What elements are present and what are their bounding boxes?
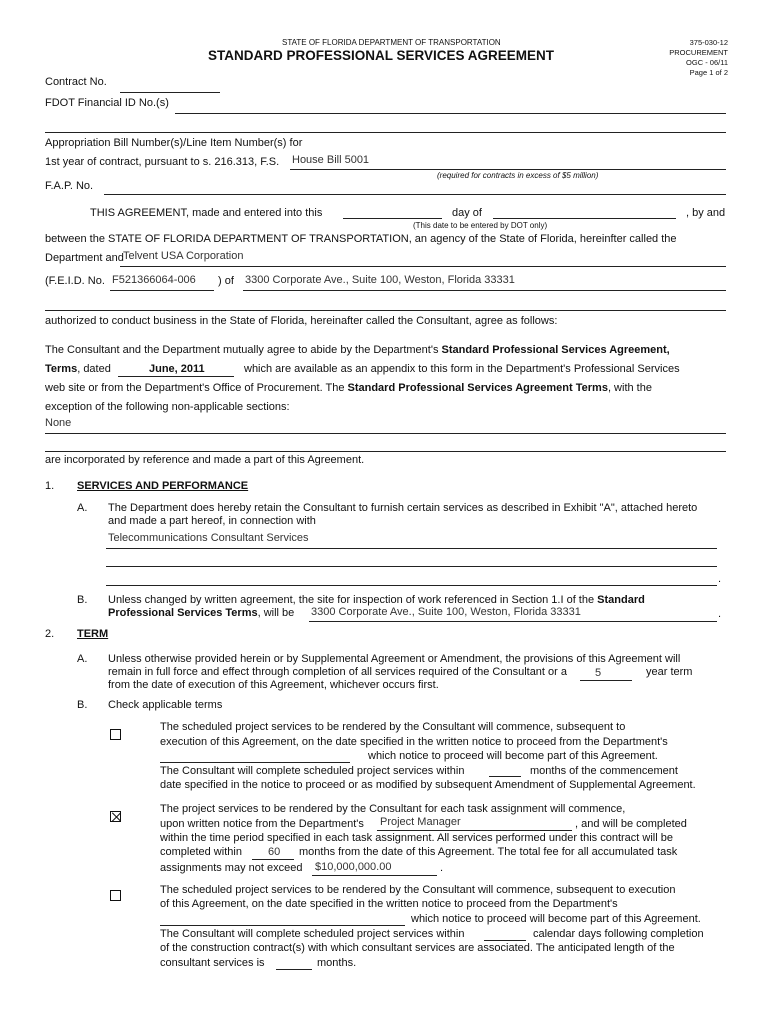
section-1-title: SERVICES AND PERFORMANCE (77, 480, 249, 492)
opt3-line-6b: months. (317, 957, 357, 969)
project-manager-value[interactable]: Project Manager (380, 816, 461, 828)
service-line-2[interactable] (106, 566, 717, 567)
inspection-site-line (309, 621, 717, 622)
opt1-line-5: date specified in the notice to proceed or as modified by subsequent Amendment of Supplemental Agreement. (160, 779, 696, 791)
months-value[interactable]: 60 (268, 846, 281, 858)
terms-line-3-bold: Standard Professional Services Agreement Terms (347, 382, 608, 394)
opt1-line-1: The scheduled project services to be rendered by the Consultant will commence, subsequent to (160, 721, 626, 733)
incorporated-text: are incorporated by reference and made a part of this Agreement. (45, 454, 365, 466)
house-bill-line (290, 169, 726, 170)
s1-b-text-1a: Unless changed by written agreement, the site for inspection of work referenced in Section 1.I of the (108, 594, 598, 606)
opt2-line-2b: , and will be completed (575, 818, 687, 830)
opt2-line-5b: . (440, 862, 444, 874)
years-value[interactable]: 5 (595, 667, 602, 679)
address-value[interactable]: 3300 Corporate Ave., Suite 100, Weston, Florida 33331 (245, 274, 515, 286)
terms-line-3 (45, 382, 652, 394)
terms-line-2-rest: which are available as an appendix to this form in the Department's Professional Services (244, 363, 680, 375)
between-text: between the STATE OF FLORIDA DEPARTMENT OF TRANSPORTATION, an agency of the State of Florida, hereinfter called the (45, 233, 677, 245)
total-fee-value[interactable]: $10,000,000.00 (315, 861, 392, 873)
option-3-checkbox[interactable] (110, 890, 121, 901)
consultant-name-value[interactable]: Telvent USA Corporation (123, 250, 244, 262)
day-of-text: day of (452, 207, 482, 219)
service-line (106, 548, 717, 549)
fap-field[interactable] (104, 194, 726, 195)
section-2-title: TERM (77, 628, 109, 640)
address-line-2[interactable] (45, 310, 726, 311)
terms-line-1 (45, 344, 670, 356)
opt3-line-1: The scheduled project services to be rendered by the Consultant will commence, subsequent to execution (160, 884, 676, 896)
s2-a-label: A. (77, 653, 88, 665)
exceptions-value[interactable]: None (45, 417, 72, 429)
service-value[interactable]: Telecommunications Consultant Services (108, 532, 309, 544)
section-1-number: 1. (45, 480, 55, 492)
agreement-day-field[interactable] (343, 218, 442, 219)
service-line-3[interactable] (106, 585, 717, 586)
opt3-line-2: of this Agreement, on the date specified in the written notice to proceed from the Department's (160, 898, 618, 910)
form-dept: PROCUREMENT (669, 48, 728, 57)
s2-b-text: Check applicable terms (108, 699, 223, 711)
s1-a-text-2: and made a part hereof, in connection with (108, 515, 316, 527)
opt3-line-5: of the construction contract(s) with which consultant services are associated. The anticipated length of the (160, 942, 675, 954)
opt1-line-4b: months of the commencement (530, 765, 678, 777)
opt3-line-4a: The Consultant will complete scheduled project services within (160, 928, 465, 940)
s1-b-text-1 (108, 594, 645, 606)
terms-word: Terms (45, 363, 78, 375)
contract-no-field[interactable] (120, 92, 220, 93)
date-note: (This date to be entered by DOT only) (413, 221, 548, 230)
exceptions-line (45, 433, 726, 434)
agency-name: STATE OF FLORIDA DEPARTMENT OF TRANSPORTATION (282, 38, 501, 47)
page-number: Page 1 of 2 (689, 68, 728, 77)
terms-date-value[interactable]: June, 2011 (149, 363, 205, 375)
s2-a-text-1: Unless otherwise provided herein or by Supplemental Agreement or Amendment, the provisions of this Agreement will (108, 653, 681, 665)
fdot-id-label: FDOT Financial ID No.(s) (45, 97, 169, 109)
approp-label: Appropriation Bill Number(s)/Line Item Number(s) for (45, 137, 303, 149)
opt2-line-2a: upon written notice from the Department's (160, 818, 364, 830)
s1-b-label: B. (77, 594, 88, 606)
s1-b-text-1b: Standard (597, 594, 645, 606)
form-number: 375-030-12 (689, 38, 728, 47)
years-line (580, 680, 632, 681)
opt3-official-field[interactable] (160, 925, 405, 926)
terms-line-3-text: web site or from the Department's Office of Procurement. The (45, 382, 348, 394)
feid-value[interactable]: F521366064-006 (112, 274, 196, 286)
s1-b-text-2a: Professional Services Terms (108, 607, 258, 619)
opt1-line-2: execution of this Agreement, on the date specified in the written notice to proceed from the Department's (160, 736, 668, 748)
s2-b-label: B. (77, 699, 88, 711)
opt2-line-3: within the time period specified in each task assignment. All services performed under this contract will be (160, 832, 673, 844)
opt2-line-5a: assignments may not exceed (160, 862, 303, 874)
s2-a-text-3: from the date of execution of this Agreement, whichever occurs first. (108, 679, 439, 691)
feid-line (110, 290, 214, 291)
year-term-text: year term (646, 666, 693, 678)
opt1-line-3: which notice to proceed will become part of this Agreement. (368, 750, 658, 762)
of-label: ) of (218, 275, 234, 287)
project-manager-line (377, 830, 572, 831)
feid-label: (F.E.I.D. No. (45, 275, 105, 287)
inspection-site-value[interactable]: 3300 Corporate Ave., Suite 100, Weston, Florida 33331 (311, 606, 581, 618)
opt1-months-field[interactable] (489, 776, 521, 777)
terms-date-line (118, 376, 234, 377)
section-2-number: 2. (45, 628, 55, 640)
contract-no-label: Contract No. (45, 76, 107, 88)
exceptions-line-2[interactable] (45, 451, 726, 452)
first-year-label: 1st year of contract, pursuant to s. 216.313, F.S. (45, 156, 280, 168)
fap-label: F.A.P. No. (45, 180, 94, 192)
page-title: STANDARD PROFESSIONAL SERVICES AGREEMENT (208, 48, 555, 63)
s1-a-label: A. (77, 502, 88, 514)
required-note: (required for contracts in excess of $5 million) (437, 171, 599, 180)
authorized-text: authorized to conduct business in the State of Florida, hereinafter called the Consultant, agree as follows: (45, 315, 558, 327)
terms-line-1-bold: Standard Professional Services Agreement, (441, 344, 670, 356)
terms-line-3-end: , with the (607, 382, 652, 394)
opt1-official-field[interactable] (160, 762, 350, 763)
opt3-length-field[interactable] (276, 969, 312, 970)
opt2-line-4a: completed within (160, 846, 242, 858)
agreement-month-field[interactable] (493, 218, 676, 219)
terms-line-2 (45, 363, 111, 375)
opt3-line-4b: calendar days following completion (533, 928, 704, 940)
opt3-line-3: which notice to proceed will become part of this Agreement. (411, 913, 701, 925)
opt3-line-6a: consultant services is (160, 957, 265, 969)
total-fee-line (312, 875, 437, 876)
site-period: . (718, 608, 722, 620)
months-line (252, 859, 294, 860)
address-line (243, 290, 726, 291)
option-2-checkbox[interactable] (110, 811, 121, 822)
by-and-text: , by and (686, 207, 726, 219)
consultant-name-line (120, 266, 726, 267)
opt2-line-1: The project services to be rendered by the Consultant for each task assignment will commence, (160, 803, 626, 815)
dept-and-text: Department and (45, 252, 124, 264)
s1-a-text-1: The Department does hereby retain the Consultant to furnish certain services as described in Exhibit "A", attached hereto (108, 502, 698, 514)
service-period: . (718, 573, 722, 585)
option-1-checkbox[interactable] (110, 729, 121, 740)
form-ogc: OGC - 06/11 (686, 58, 728, 67)
house-bill-value[interactable]: House Bill 5001 (292, 154, 370, 166)
terms-line-1-text: The Consultant and the Department mutually agree to abide by the Department's (45, 344, 442, 356)
s1-b-text-2 (108, 607, 294, 619)
s1-b-text-2b: , will be (257, 607, 295, 619)
opt2-line-4b: months from the date of this Agreement. The total fee for all accumulated task (299, 846, 678, 858)
opt1-line-4a: The Consultant will complete scheduled project services within (160, 765, 465, 777)
terms-line-4: exception of the following non-applicable sections: (45, 401, 290, 413)
fdot-id-field[interactable] (175, 113, 726, 114)
opt3-days-field[interactable] (484, 940, 526, 941)
fdot-id-field-2[interactable] (45, 132, 726, 133)
dated-text: , dated (77, 363, 111, 375)
this-agreement-text: THIS AGREEMENT, made and entered into this (90, 207, 323, 219)
s2-a-text-2: remain in full force and effect through completion of all services required of the Consultant or a (108, 666, 567, 678)
